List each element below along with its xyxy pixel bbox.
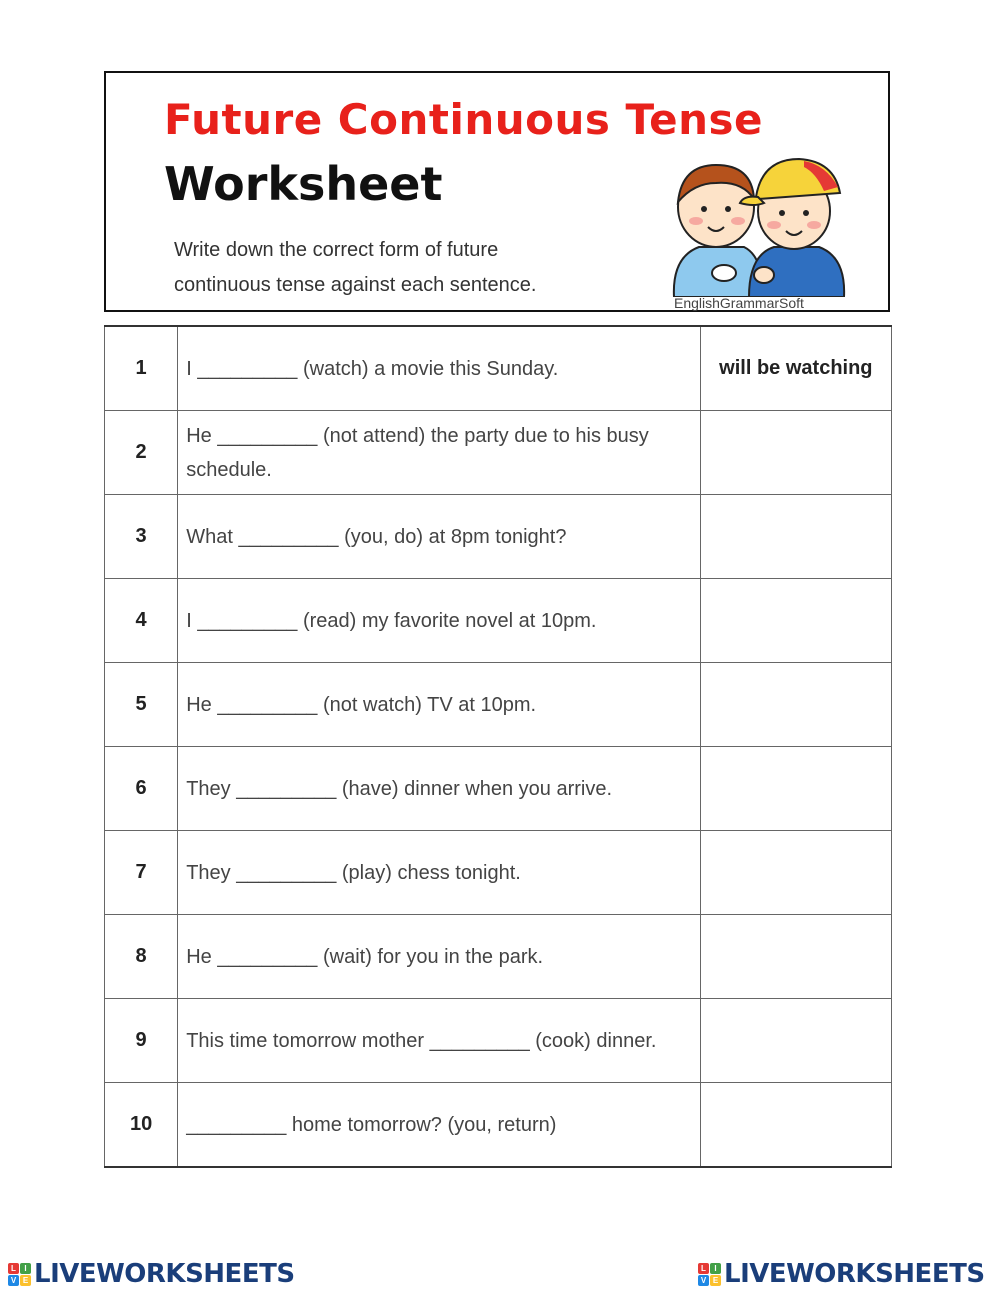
question-sentence: They _________ (have) dinner when you arrive. — [178, 747, 701, 831]
question-number: 6 — [105, 747, 178, 831]
question-number: 10 — [105, 1083, 178, 1168]
liveworksheets-logo-icon — [698, 1263, 721, 1286]
answer-field[interactable] — [700, 831, 891, 915]
answer-field[interactable] — [700, 915, 891, 999]
instructions-text: Write down the correct form of future continuous tense against each sentence. — [174, 239, 537, 296]
liveworksheets-logo-right — [698, 1258, 985, 1290]
question-sentence: I _________ (watch) a movie this Sunday. — [178, 326, 701, 411]
liveworksheets-logo-left — [8, 1258, 295, 1290]
logo-mark-letter: I — [20, 1263, 31, 1274]
question-sentence: _________ home tomorrow? (you, return) — [178, 1083, 701, 1168]
logo-text: LIVEWORKSHEETS — [724, 1259, 985, 1289]
answer-field[interactable] — [700, 579, 891, 663]
question-sentence: He _________ (not attend) the party due to his busy schedule. — [178, 411, 701, 495]
question-number: 3 — [105, 495, 178, 579]
answer-field[interactable]: will be watching — [700, 326, 891, 411]
answer-field[interactable] — [700, 411, 891, 495]
two-boys-illustration-icon — [654, 147, 854, 297]
liveworksheets-logo-icon — [8, 1263, 31, 1286]
table-row — [105, 915, 892, 999]
question-number: 8 — [105, 915, 178, 999]
question-number: 5 — [105, 663, 178, 747]
question-number: 4 — [105, 579, 178, 663]
table-row — [105, 495, 892, 579]
table-row — [105, 579, 892, 663]
credit-text: EnglishGrammarSoft — [674, 295, 804, 311]
worksheet-title: Future Continuous Tense — [164, 95, 763, 144]
table-row — [105, 411, 892, 495]
logo-mark-letter: E — [710, 1275, 721, 1286]
question-sentence: He _________ (wait) for you in the park. — [178, 915, 701, 999]
table-row — [105, 663, 892, 747]
question-number: 9 — [105, 999, 178, 1083]
table-row — [105, 326, 892, 411]
exercise-table — [104, 325, 892, 1168]
logo-mark-letter: L — [698, 1263, 709, 1274]
question-number: 2 — [105, 411, 178, 495]
logo-mark-letter: I — [710, 1263, 721, 1274]
question-sentence: He _________ (not watch) TV at 10pm. — [178, 663, 701, 747]
table-row — [105, 747, 892, 831]
question-sentence: I _________ (read) my favorite novel at 10pm. — [178, 579, 701, 663]
worksheet-header — [104, 71, 890, 312]
question-sentence: What _________ (you, do) at 8pm tonight? — [178, 495, 701, 579]
question-number: 1 — [105, 326, 178, 411]
logo-mark-letter: L — [8, 1263, 19, 1274]
answer-field[interactable] — [700, 495, 891, 579]
table-row — [105, 1083, 892, 1168]
question-sentence: This time tomorrow mother _________ (cook) dinner. — [178, 999, 701, 1083]
logo-mark-letter: E — [20, 1275, 31, 1286]
answer-field[interactable] — [700, 747, 891, 831]
logo-mark-letter: V — [8, 1275, 19, 1286]
table-row — [105, 831, 892, 915]
logo-text: LIVEWORKSHEETS — [34, 1259, 295, 1289]
table-row — [105, 999, 892, 1083]
logo-mark-letter: V — [698, 1275, 709, 1286]
question-sentence: They _________ (play) chess tonight. — [178, 831, 701, 915]
answer-field[interactable] — [700, 663, 891, 747]
worksheet-subtitle: Worksheet — [164, 157, 443, 211]
answer-field[interactable] — [700, 999, 891, 1083]
question-number: 7 — [105, 831, 178, 915]
answer-field[interactable] — [700, 1083, 891, 1168]
